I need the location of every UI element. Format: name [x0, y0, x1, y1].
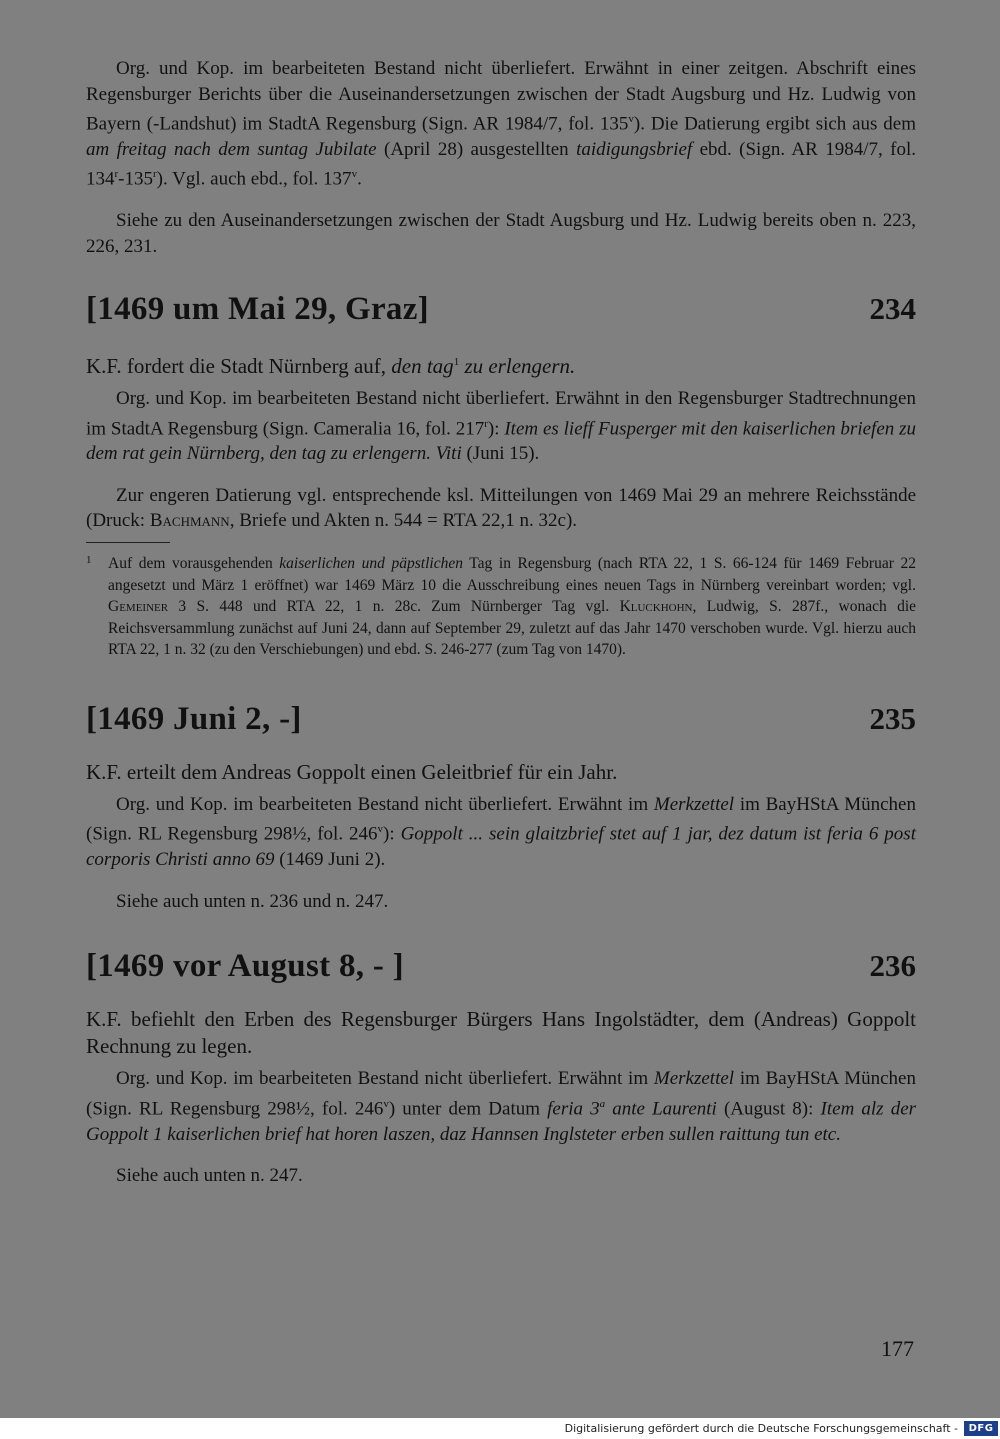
italic-quote: zu erlengern.	[459, 354, 576, 379]
entry-number: 235	[869, 700, 916, 736]
text-run: 3 S. 448 und RTA 22, 1 n. 28c. Zum Nürnberger Tag vgl.	[168, 598, 620, 616]
entry-236-paragraph-2: Siehe auch unten n. 247.	[116, 1165, 303, 1187]
superscript: v	[377, 823, 384, 836]
entry-title: [1469 vor August 8, - ]	[86, 948, 404, 985]
text-run: (April 28) ausgestellten	[376, 138, 577, 160]
page-number: 177	[881, 1336, 914, 1361]
author-name: Gemeiner	[108, 598, 169, 616]
text-run: Org. und Kop. im bearbeiteten Bestand nicht überliefert. Erwähnt in den Regensburger Stadtrechnungen im StadtA Regensburg (Sign. Cameralia 16, fol. 217	[86, 388, 916, 439]
pre-entry-paragraph-2: Siehe zu den Auseinandersetzungen zwischen der Stadt Augsburg und Hz. Ludwig bereits oben n. 223, 226, 231.	[86, 210, 916, 257]
entry-236-paragraph-1	[86, 1066, 916, 1147]
text-run: im BayHStA München (Sign. RL Regensburg 298½, fol. 246	[86, 1068, 916, 1120]
italic-quote: Item alz der Goppolt 1 kaiserlichen brief hat horen laszen, daz Hannsen Inglsteter erben sullen raittung tun etc.	[86, 1098, 917, 1145]
entry-title: [1469 Juni 2, -]	[86, 700, 302, 737]
entry-title: [1469 um Mai 29, Graz]	[86, 291, 429, 328]
italic-quote: den tag	[391, 354, 454, 379]
entry-235-heading	[86, 701, 916, 747]
text-run: ). Die Datierung ergibt sich aus dem	[633, 113, 916, 135]
text-run: Zur engeren Datierung vgl. entsprechende ksl. Mitteilungen von 1469 Mai 29 an mehrere Reichsstände (Druck:	[86, 484, 916, 532]
footnote-1	[86, 553, 916, 661]
text-run: ebd. (Sign. AR 1984/7, fol. 134	[86, 138, 916, 190]
entry-number: 234	[869, 291, 916, 327]
footnote-marker: 1	[86, 553, 92, 566]
entry-236-summary: K.F. befiehlt den Erben des Regensburger Bürgers Hans Ingolstädter, dem (Andreas) Goppolt Rechnung zu legen.	[86, 1007, 916, 1059]
superscript: r	[114, 168, 119, 181]
footnote-divider	[86, 542, 170, 543]
author-name: Kluckhohn	[619, 598, 693, 616]
italic-term: Merkzettel	[653, 793, 735, 815]
text-run: -135	[118, 168, 153, 190]
text-run: ) unter dem Datum	[388, 1098, 548, 1120]
italic-term: kaiserlichen und päpstlichen	[279, 554, 463, 572]
page-content	[86, 56, 916, 1189]
dfg-logo[interactable]: DFG	[964, 1421, 998, 1436]
pre-entry-paragraph-1	[86, 56, 916, 192]
superscript: r	[484, 417, 488, 430]
funding-credit: Digitalisierung gefördert durch die Deutsche Forschungsgemeinschaft -	[564, 1422, 958, 1435]
italic-quote: am freitag nach dem suntag Jubilate	[86, 138, 377, 160]
entry-234-summary	[86, 349, 916, 380]
entry-236-heading	[86, 948, 916, 994]
text-run: Org. und Kop. im bearbeiteten Bestand nicht überliefert. Erwähnt im	[116, 1068, 654, 1090]
text-run: Org. und Kop. im bearbeiteten Bestand nicht überliefert. Erwähnt in einer zeitgen. Abschrift eines Regensburger Berichts über die Auseinandersetzungen zwischen der Stadt Augsburg und Hz. Ludwig von Bayern (-Landshut) im StadtA Regensburg (Sign. AR 1984/7, fol. 135	[86, 58, 916, 135]
text-run: (Juni 15).	[461, 443, 540, 465]
text-run: .	[357, 168, 362, 190]
text-run: (1469 Juni 2).	[274, 849, 386, 871]
superscript: r	[153, 168, 157, 181]
italic-quote: Goppolt ... sein glaitzbrief stet auf 1 jar, dez datum ist feria 6 post corporis Christi anno 69	[86, 823, 916, 871]
entry-234-paragraph-2	[86, 483, 916, 534]
entry-235-paragraph-2: Siehe auch unten n. 236 und n. 247.	[116, 890, 389, 912]
entry-235-summary: K.F. erteilt dem Andreas Goppolt einen Geleitbrief für ein Jahr.	[86, 759, 618, 784]
italic-term: Merkzettel	[653, 1068, 735, 1090]
footnote-reference: 1	[453, 356, 460, 369]
entry-235-paragraph-1	[86, 792, 916, 873]
text-run: , Ludwig, S. 287f., wonach die Reichsversammlung zunächst auf Juni 24, dann auf September 29, zuletzt auf das Jahr 1470 verschoben wurde. Vgl. hierzu auch RTA 22, 1 n. 32 (zu den Verschiebungen) und ebd. S. 246-277 (zum Tag von 1470).	[108, 598, 916, 659]
superscript: v	[351, 168, 358, 181]
superscript: v	[383, 1097, 389, 1110]
italic-quote: Item es lieff Fusperger mit den kaiserlichen briefen zu dem rat gein Nürnberg, den tag zu erlengern. Viti	[86, 417, 916, 465]
superscript: v	[628, 113, 634, 125]
text-run: K.F. fordert die Stadt Nürnberg auf,	[86, 354, 392, 379]
text-run: Auf dem vorausgehenden	[108, 554, 280, 572]
italic-term: taidigungsbrief	[576, 138, 693, 160]
text-run: ):	[383, 823, 401, 845]
text-run: im BayHStA München (Sign. RL Regensburg 298½, fol. 246	[86, 793, 916, 845]
entry-234-heading	[86, 291, 916, 337]
italic-date: feria 3	[547, 1098, 600, 1120]
text-run: ):	[487, 417, 505, 439]
entry-number: 236	[869, 948, 916, 984]
entry-234-paragraph-1	[86, 386, 916, 467]
superscript: a	[599, 1097, 606, 1110]
text-run: Tag in Regensburg (nach RTA 22, 1 S. 66-124 für 1469 Februar 22 angesetzt und März 1 eröffnet) war 1469 März 10 die Ausschreibung eines neuen Tags in Nürnberg vereinbart worden; vgl.	[108, 554, 916, 594]
text-run: , Briefe und Akten n. 544 = RTA 22,1 n. 32c).	[229, 510, 578, 532]
author-name: Bachmann	[149, 510, 230, 532]
text-run: (August 8):	[716, 1098, 821, 1120]
text-run: Org. und Kop. im bearbeiteten Bestand nicht überliefert. Erwähnt im	[116, 793, 654, 815]
italic-date: ante Laurenti	[605, 1098, 717, 1120]
text-run: ). Vgl. auch ebd., fol. 137	[156, 168, 352, 190]
